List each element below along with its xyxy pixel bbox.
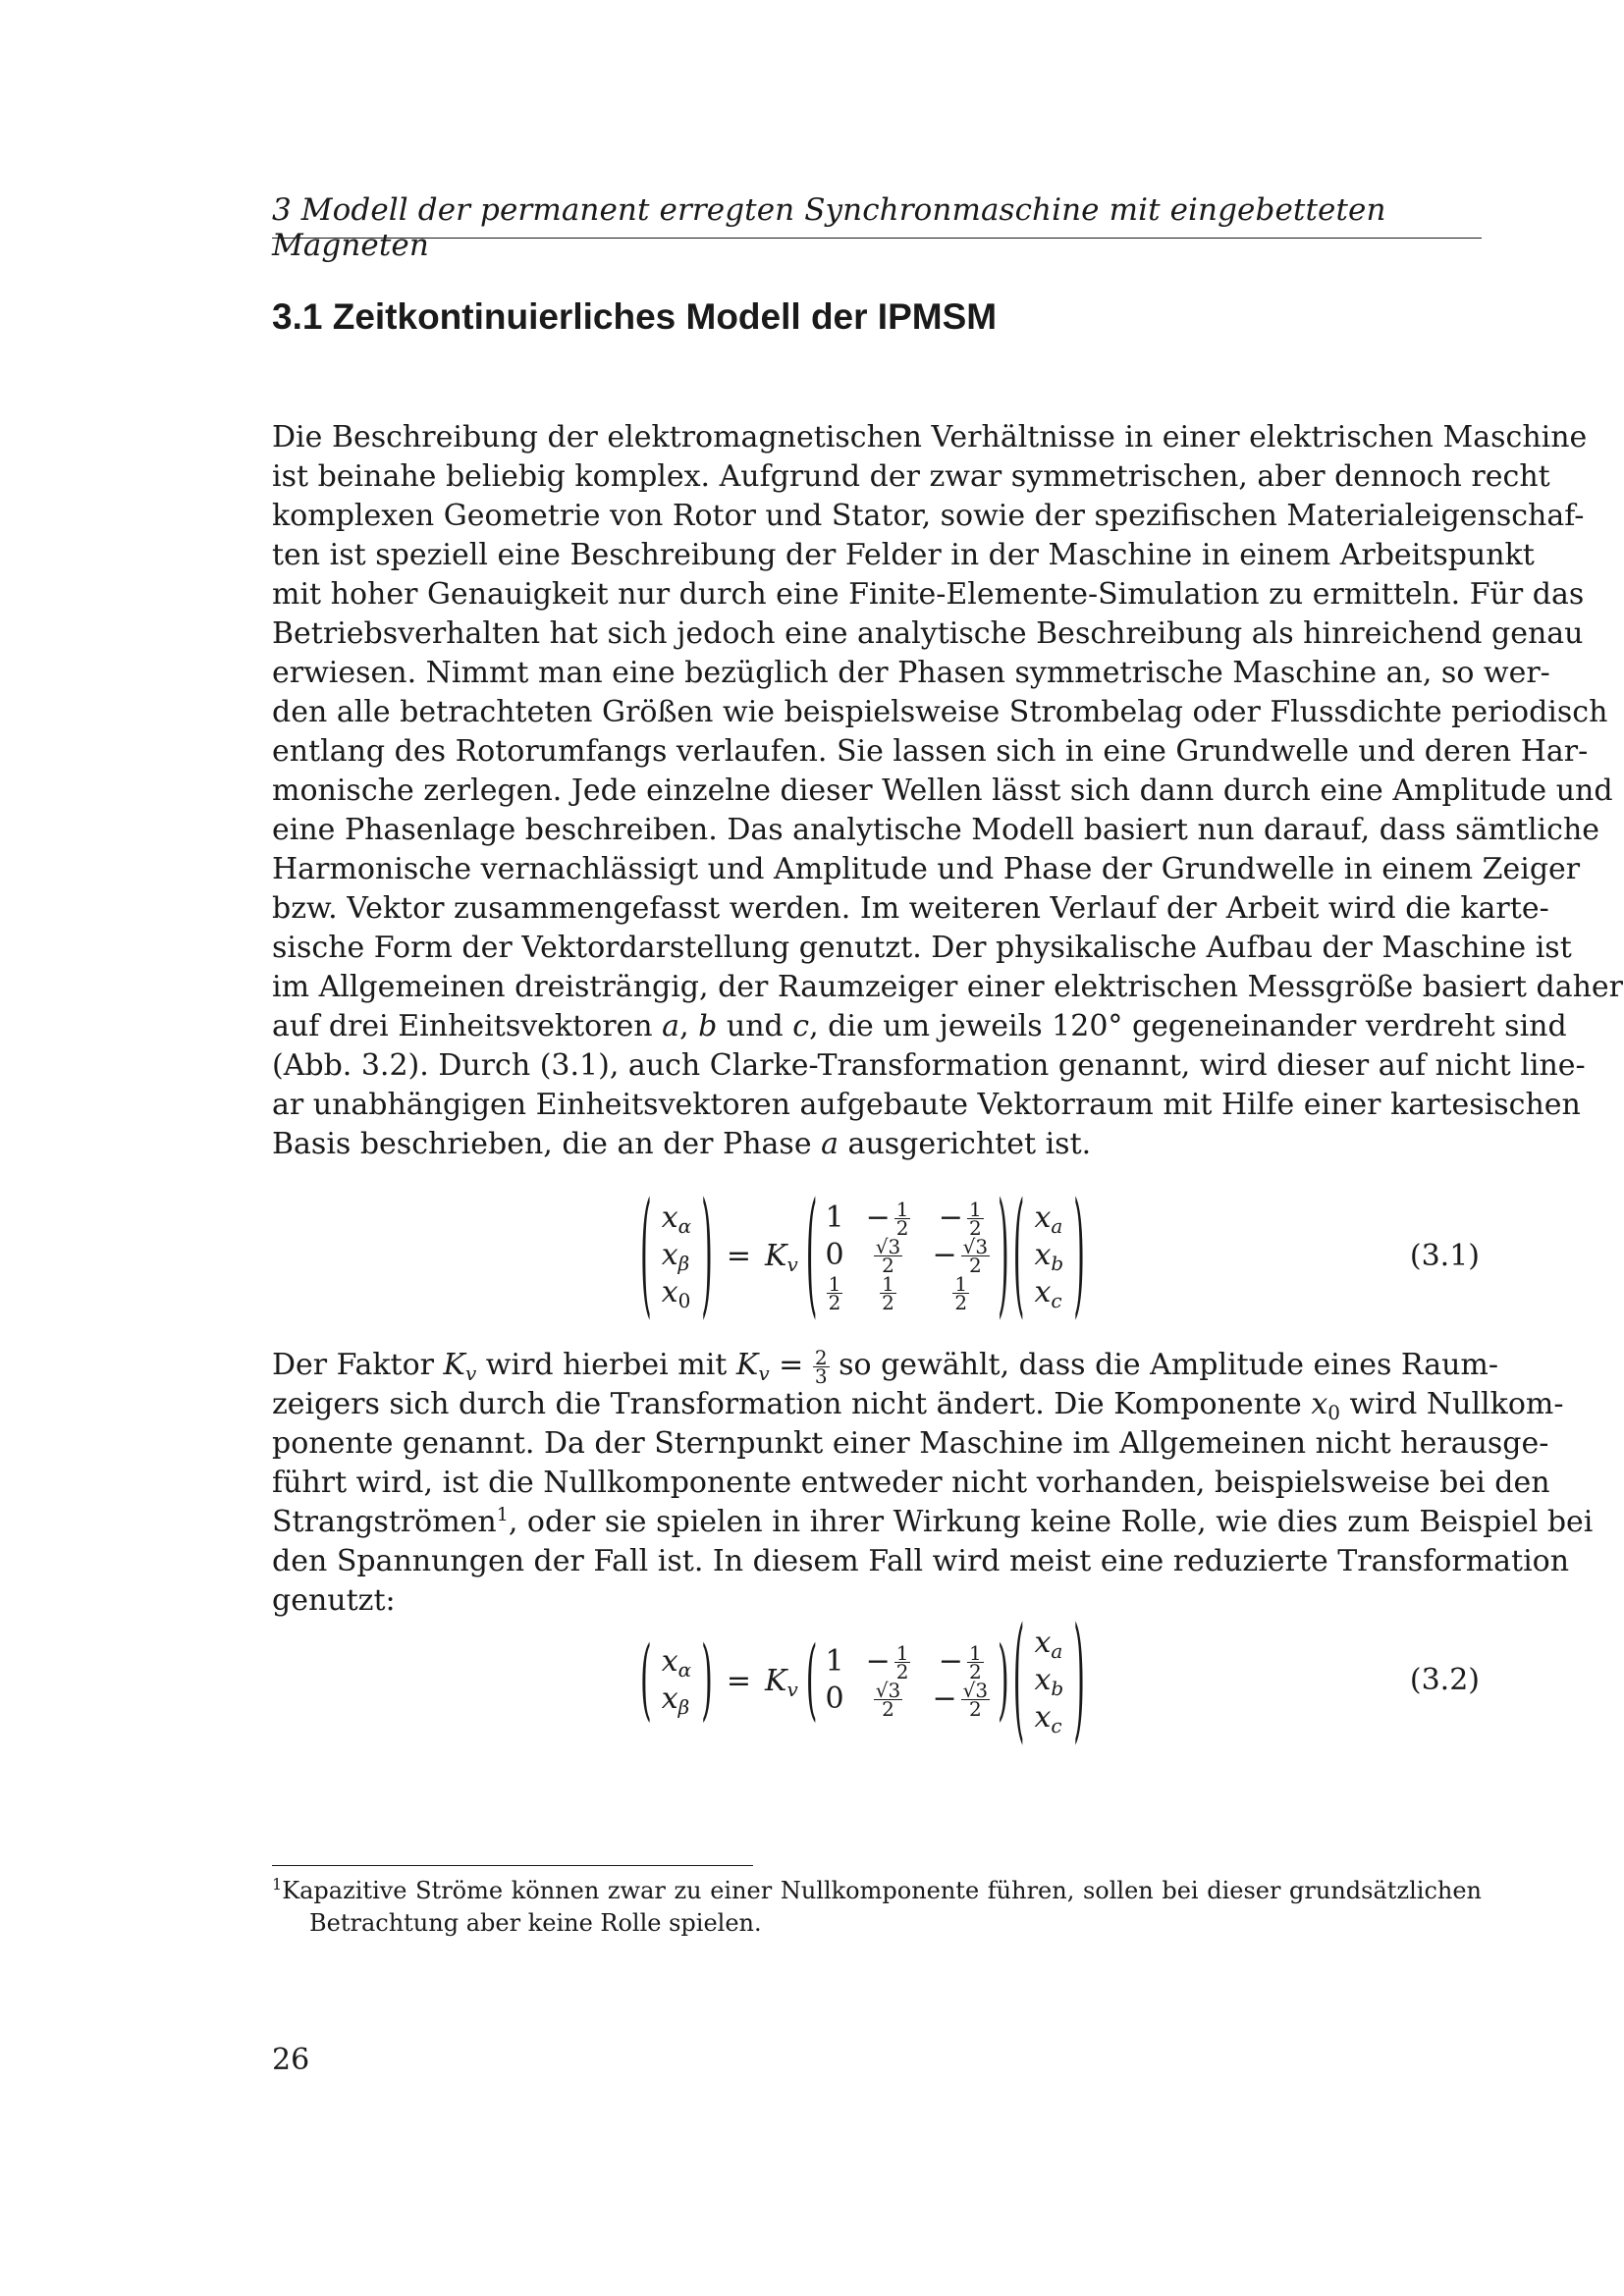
text-line: sische Form der Vektordarstellung genutzt. Der physikalische Aufbau der Maschine ist bbox=[272, 931, 1572, 965]
subscript: c bbox=[1051, 1714, 1062, 1737]
matrix-cell: − $\frac{1}{2}$ bbox=[865, 1197, 909, 1240]
text-segment: wird hierbei mit bbox=[476, 1348, 736, 1382]
subscript: 0 bbox=[677, 1289, 691, 1312]
math-var: c bbox=[792, 1009, 810, 1043]
matrix-cell: $\frac{√3}{2}$ bbox=[875, 1234, 901, 1277]
text-line: ten ist speziell eine Beschreibung der Felder in der Maschine in einem Arbeitspunkt bbox=[272, 538, 1535, 572]
text-segment: auf drei Einheitsvektoren bbox=[272, 1009, 663, 1043]
inline-fraction: $\frac{2}{3}$ bbox=[814, 1345, 828, 1388]
vector-entry: $x_0$ bbox=[661, 1275, 691, 1312]
matrix-cell: 0 bbox=[825, 1682, 844, 1716]
factor-symbol: K bbox=[765, 1238, 787, 1273]
matrix-cell: 1 bbox=[825, 1644, 844, 1679]
vector-entry: $x_c$ bbox=[1034, 1275, 1062, 1312]
factor bbox=[765, 1238, 798, 1276]
running-head: 3 Modell der permanent erregten Synchronmaschine mit eingebetteten Magneten bbox=[272, 192, 1386, 263]
subscript: v bbox=[786, 1252, 798, 1276]
text-line: ponente genannt. Da der Sternpunkt einer Maschine im Allgemeinen nicht herausge- bbox=[272, 1426, 1549, 1461]
text-segment: wird Nullkom- bbox=[1340, 1387, 1564, 1421]
text-segment: , bbox=[679, 1009, 699, 1043]
matrix-cell: − $\frac{1}{2}$ bbox=[865, 1640, 909, 1683]
text-line: den alle betrachteten Größen wie beispielsweise Strombelag oder Flussdichte periodisch bbox=[272, 695, 1608, 729]
footnote-text: Kapazitive Ströme können zwar zu einer Nullkomponente führen, sollen bei dieser grundsätzlichen bbox=[282, 1877, 1482, 1904]
text-line: entlang des Rotorumfangs verlaufen. Sie lassen sich in eine Grundwelle und deren Har- bbox=[272, 734, 1589, 769]
left-paren: ( bbox=[1012, 1176, 1025, 1335]
text-line: erwiesen. Nimmt man eine bezüglich der Phasen symmetrische Maschine an, so wer- bbox=[272, 656, 1550, 690]
matrix-cell: − $\frac{√3}{2}$ bbox=[932, 1234, 989, 1277]
paragraph-2 bbox=[272, 1345, 1594, 1621]
vector-entry: $x_\alpha$ bbox=[661, 1201, 692, 1238]
footnote-line bbox=[272, 1875, 1482, 1907]
text-segment: = bbox=[769, 1348, 813, 1382]
left-paren: ( bbox=[640, 1629, 652, 1733]
text-line: ar unabhängigen Einheitsvektoren aufgebaute Vektorraum mit Hilfe einer kartesischen bbox=[272, 1088, 1581, 1122]
subscript: c bbox=[1051, 1289, 1062, 1312]
text-segment: so gewählt, dass die Amplitude eines Raum- bbox=[829, 1348, 1498, 1382]
footnote-number: 1 bbox=[272, 1875, 283, 1894]
text-segment: , die um jeweils 120° gegeneinander verdreht sind bbox=[809, 1009, 1567, 1043]
math-factor: $K_v$ bbox=[443, 1348, 477, 1385]
subscript: β bbox=[677, 1252, 690, 1275]
text-segment: Der Faktor bbox=[272, 1348, 444, 1382]
matrix-cell: − $\frac{1}{2}$ bbox=[938, 1640, 982, 1683]
matrix-cell: $\frac{√3}{2}$ bbox=[875, 1678, 901, 1721]
matrix-cell: − $\frac{1}{2}$ bbox=[938, 1197, 982, 1240]
section-title: 3.1 Zeitkontinuierliches Modell der IPMSM bbox=[272, 296, 998, 337]
subscript: b bbox=[1051, 1677, 1064, 1700]
vector-entry: $x_a$ bbox=[1034, 1626, 1063, 1663]
text-line: monische zerlegen. Jede einzelne dieser Wellen lässt sich dann durch eine Amplitude und bbox=[272, 774, 1613, 808]
equation-3-1 bbox=[272, 1176, 1482, 1335]
subscript: β bbox=[677, 1695, 690, 1719]
text-segment: Basis beschrieben, die an der Phase bbox=[272, 1127, 822, 1161]
vector-entry: $x_\beta$ bbox=[661, 1238, 690, 1275]
equation-number: (3.2) bbox=[1409, 1663, 1480, 1697]
text-line: mit hoher Genauigkeit nur durch eine Finite-Elemente-Simulation zu ermitteln. Für das bbox=[272, 577, 1585, 612]
text-segment: Strangströmen bbox=[272, 1505, 497, 1539]
matrix-cell: 0 bbox=[825, 1238, 844, 1272]
text-line: (Abb. 3.2). Durch (3.1), auch Clarke-Transformation genannt, wird dieser auf nicht line- bbox=[272, 1048, 1586, 1083]
math-var: a bbox=[662, 1009, 680, 1043]
rhs-vector bbox=[1034, 1200, 1063, 1311]
right-paren: ) bbox=[998, 1176, 1009, 1335]
right-paren: ) bbox=[701, 1629, 713, 1733]
right-paren: ) bbox=[701, 1176, 713, 1335]
right-paren: ) bbox=[1073, 1176, 1085, 1335]
math-var: a bbox=[821, 1127, 839, 1161]
footnote-line: Betrachtung aber keine Rolle spielen. bbox=[309, 1909, 762, 1937]
math-factor: $K_v$ bbox=[735, 1348, 770, 1385]
subscript: b bbox=[1051, 1252, 1064, 1275]
lhs-vector bbox=[662, 1200, 691, 1311]
text-line: eine Phasenlage beschreiben. Das analytische Modell basiert nun darauf, dass sämtliche bbox=[272, 813, 1600, 847]
vector-entry: $x_c$ bbox=[1034, 1700, 1062, 1737]
text-line bbox=[272, 1385, 1564, 1424]
footnote bbox=[272, 1875, 1482, 1940]
equation-number: (3.1) bbox=[1409, 1239, 1480, 1273]
left-paren: ( bbox=[805, 1629, 818, 1733]
math-var: $x_0$ bbox=[1311, 1387, 1340, 1424]
matrix-cell: $\frac{1}{2}$ bbox=[882, 1271, 894, 1314]
vector-entry: $x_\alpha$ bbox=[661, 1644, 692, 1682]
rhs-vector bbox=[1034, 1625, 1063, 1736]
vector-entry: $x_b$ bbox=[1034, 1663, 1064, 1700]
equation-body bbox=[640, 1176, 1085, 1335]
text-segment: , oder sie spielen in ihrer Wirkung keine Rolle, wie dies zum Beispiel bei bbox=[508, 1505, 1594, 1539]
vector-entry: $x_a$ bbox=[1034, 1201, 1063, 1238]
subscript: α bbox=[677, 1658, 692, 1682]
matrix-cell: $\frac{1}{2}$ bbox=[954, 1271, 968, 1314]
text-line: den Spannungen der Fall ist. In diesem Fall wird meist eine reduzierte Transformation bbox=[272, 1544, 1570, 1578]
subscript: α bbox=[677, 1214, 692, 1238]
left-paren: ( bbox=[805, 1176, 818, 1335]
lhs-vector bbox=[662, 1643, 691, 1718]
page-number: 26 bbox=[272, 2043, 310, 2077]
reduced-matrix bbox=[825, 1640, 990, 1721]
text-line: Harmonische vernachlässigt und Amplitude und Phase der Grundwelle in einem Zeiger bbox=[272, 852, 1581, 886]
text-line bbox=[272, 1007, 1567, 1046]
text-line bbox=[272, 1345, 1498, 1388]
left-paren: ( bbox=[640, 1176, 652, 1335]
subscript: a bbox=[1051, 1639, 1063, 1663]
text-line: komplexen Geometrie von Rotor und Stator, sowie der spezifischen Materialeigenschaf- bbox=[272, 499, 1585, 533]
vector-entry: $x_\beta$ bbox=[661, 1682, 690, 1719]
footnote-rule bbox=[272, 1865, 753, 1866]
text-line: führt wird, ist die Nullkomponente entweder nicht vorhanden, beispielsweise bei den bbox=[272, 1466, 1550, 1500]
text-segment: ausgerichtet ist. bbox=[839, 1127, 1092, 1161]
text-line bbox=[272, 1503, 1594, 1542]
matrix-cell: $\frac{1}{2}$ bbox=[828, 1271, 841, 1314]
subscript: a bbox=[1051, 1214, 1063, 1238]
factor bbox=[765, 1663, 798, 1701]
equation-body bbox=[640, 1601, 1085, 1760]
text-line: genutzt: bbox=[272, 1583, 396, 1618]
paragraph-1 bbox=[272, 418, 1624, 1164]
text-segment: zeigers sich durch die Transformation nicht ändert. Die Komponente bbox=[272, 1387, 1312, 1421]
text-line: im Allgemeinen dreisträngig, der Raumzeiger einer elektrischen Messgröße basiert daher bbox=[272, 970, 1624, 1004]
matrix-cell: 1 bbox=[825, 1201, 844, 1235]
text-line: bzw. Vektor zusammengefasst werden. Im weiteren Verlauf der Arbeit wird die karte- bbox=[272, 891, 1549, 926]
text-line: Betriebsverhalten hat sich jedoch eine analytische Beschreibung als hinreichend genau bbox=[272, 616, 1584, 651]
equals-sign: = bbox=[726, 1238, 752, 1273]
left-paren: ( bbox=[1012, 1601, 1025, 1760]
text-segment: und bbox=[717, 1009, 793, 1043]
vector-entry: $x_b$ bbox=[1034, 1238, 1064, 1275]
text-line: Die Beschreibung der elektromagnetischen Verhältnisse in einer elektrischen Maschine bbox=[272, 420, 1588, 454]
matrix-cell: − $\frac{√3}{2}$ bbox=[932, 1678, 989, 1721]
equals-sign: = bbox=[726, 1663, 752, 1698]
equation-3-2 bbox=[272, 1601, 1482, 1760]
text-line bbox=[272, 1125, 1482, 1164]
right-paren: ) bbox=[1073, 1601, 1085, 1760]
right-paren: ) bbox=[998, 1629, 1009, 1733]
footnote-mark[interactable]: 1 bbox=[496, 1504, 509, 1525]
header-rule bbox=[272, 238, 1482, 239]
factor-symbol: K bbox=[765, 1663, 787, 1698]
subscript: v bbox=[786, 1677, 798, 1701]
transform-matrix bbox=[825, 1197, 990, 1314]
text-line: ist beinahe beliebig komplex. Aufgrund der zwar symmetrischen, aber dennoch recht bbox=[272, 459, 1550, 494]
math-var: b bbox=[698, 1009, 718, 1043]
